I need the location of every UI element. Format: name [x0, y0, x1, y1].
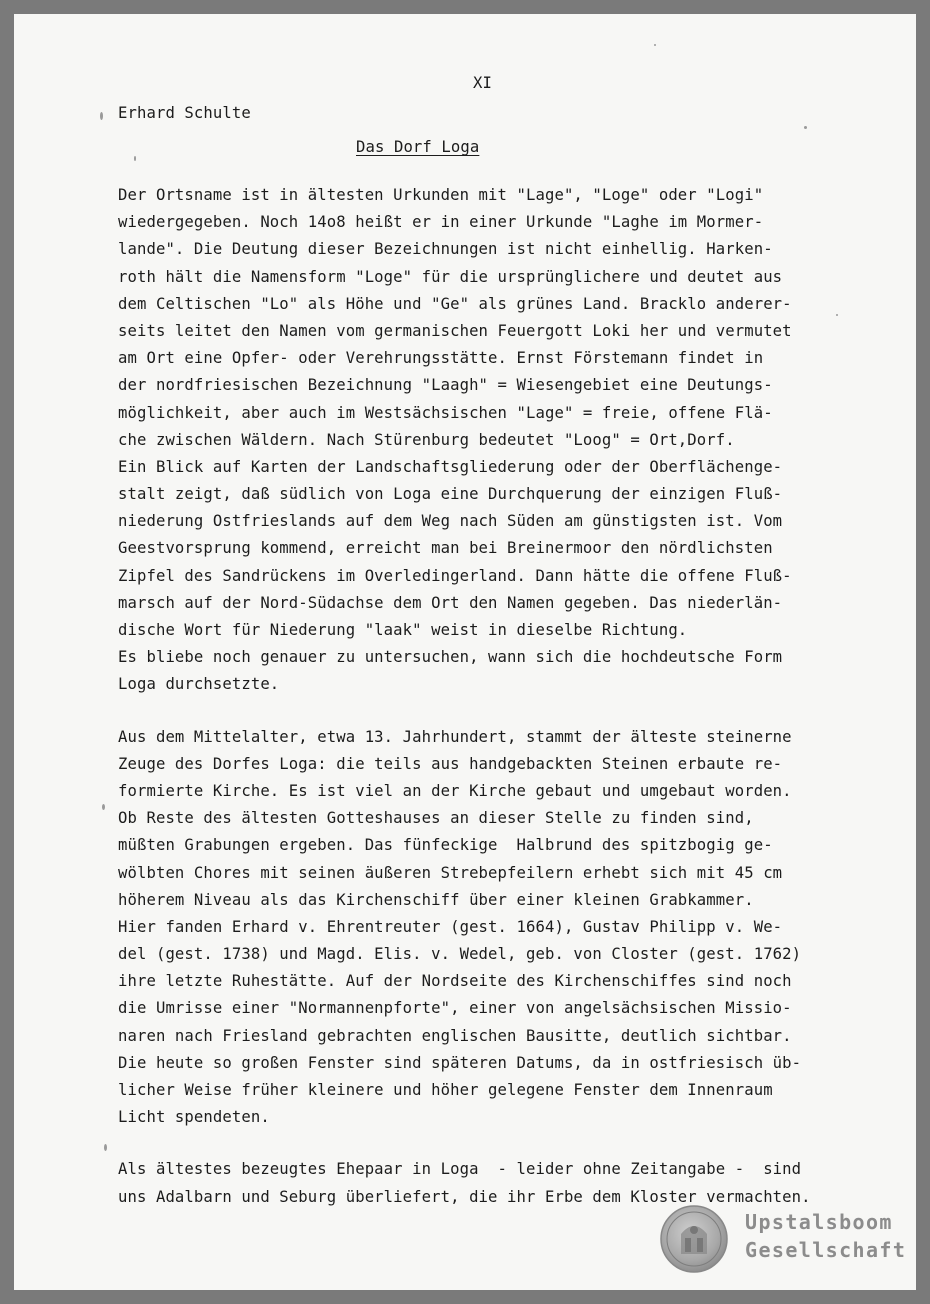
- text-line: wölbten Chores mit seinen äußeren Strebepfeilern erhebt sich mit 45 cm: [118, 863, 783, 882]
- text-line: uns Adalbarn und Seburg überliefert, die ihr Erbe dem Kloster vermachten.: [118, 1187, 811, 1206]
- text-line: del (gest. 1738) und Magd. Elis. v. Wedel, geb. von Closter (gest. 1762): [118, 945, 802, 964]
- text-line: Loga durchsetzte.: [118, 675, 280, 694]
- text-line: Der Ortsname ist in ältesten Urkunden mit "Lage", "Loge" oder "Logi": [118, 186, 764, 204]
- scan-speck: [836, 314, 838, 316]
- paragraph-gap: [118, 699, 811, 724]
- text-line: stalt zeigt, daß südlich von Loga eine Durchquerung der einzigen Fluß-: [118, 485, 783, 504]
- document-title: Das Dorf Loga: [356, 138, 480, 156]
- body-text: [118, 182, 811, 1211]
- document-page: [14, 14, 916, 1290]
- page-number: XI: [473, 74, 492, 92]
- text-line: Die heute so großen Fenster sind späteren Datums, da in ostfriesisch üb-: [118, 1053, 802, 1072]
- text-line: marsch auf der Nord-Südachse dem Ort den Namen gegeben. Das niederlän-: [118, 593, 783, 612]
- text-line: licher Weise früher kleinere und höher gelegene Fenster dem Innenraum: [118, 1081, 773, 1099]
- text-line: Ein Blick auf Karten der Landschaftsgliederung oder der Oberflächenge-: [118, 457, 783, 476]
- text-line: niederung Ostfrieslands auf dem Weg nach Süden am günstigsten ist. Vom: [118, 512, 783, 531]
- text-line: dem Celtischen "Lo" als Höhe und "Ge" als grünes Land. Bracklo anderer-: [118, 294, 792, 313]
- paragraph-3: [118, 1156, 811, 1210]
- text-line: ihre letzte Ruhestätte. Auf der Nordseite des Kirchenschiffes sind noch: [118, 972, 792, 991]
- text-line: die Umrisse einer "Normannenpforte", einer von angelsächsischen Missio-: [118, 999, 792, 1018]
- author-name: Erhard Schulte: [118, 104, 251, 122]
- text-line: lande". Die Deutung dieser Bezeichnungen ist nicht einhellig. Harken-: [118, 240, 773, 259]
- text-line: dische Wort für Niederung "laak" weist in dieselbe Richtung.: [118, 621, 688, 639]
- text-line: naren nach Friesland gebrachten englischen Bausitte, deutlich sichtbar.: [118, 1026, 792, 1045]
- text-line: roth hält die Namensform "Loge" für die ursprünglichere und deutet aus: [118, 267, 783, 286]
- text-line: Licht spendeten.: [118, 1108, 270, 1127]
- text-line: müßten Grabungen ergeben. Das fünfeckige Halbrund des spitzbogig ge-: [118, 836, 773, 855]
- text-line: formierte Kirche. Es ist viel an der Kirche gebaut und umgebaut worden.: [118, 781, 792, 800]
- text-line: Es bliebe noch genauer zu untersuchen, wann sich die hochdeutsche Form: [118, 648, 783, 667]
- seal-icon: [659, 1204, 729, 1274]
- text-line: Zipfel des Sandrückens im Overledingerland. Dann hätte die offene Fluß-: [118, 566, 792, 585]
- text-line: der nordfriesischen Bezeichnung "Laagh" = Wiesengebiet eine Deutungs-: [118, 376, 773, 395]
- text-line: am Ort eine Opfer- oder Verehrungsstätte. Ernst Förstemann findet in: [118, 349, 764, 368]
- scan-speck: [100, 112, 103, 120]
- text-line: che zwischen Wäldern. Nach Stürenburg bedeutet "Loog" = Ort,Dorf.: [118, 430, 735, 449]
- paragraph-2: [118, 724, 811, 1132]
- paragraph-1: [118, 182, 811, 699]
- scan-speck: [102, 804, 105, 810]
- logo-text-line2: Gesellschaft: [745, 1238, 907, 1262]
- text-line: Zeuge des Dorfes Loga: die teils aus handgebackten Steinen erbaute re-: [118, 754, 783, 773]
- scan-speck: [654, 44, 656, 46]
- text-line: Geestvorsprung kommend, erreicht man bei Breinermoor den nördlichsten: [118, 539, 773, 558]
- paragraph-gap: [118, 1131, 811, 1156]
- text-line: wiedergegeben. Noch 14o8 heißt er in einer Urkunde "Laghe im Mormer-: [118, 213, 764, 232]
- text-line: seits leitet den Namen vom germanischen Feuergott Loki her und vermutet: [118, 321, 792, 340]
- text-line: Aus dem Mittelalter, etwa 13. Jahrhundert, stammt der älteste steinerne: [118, 727, 792, 746]
- text-line: Als ältestes bezeugtes Ehepaar in Loga - leider ohne Zeitangabe - sind: [118, 1160, 802, 1179]
- scan-speck: [104, 1144, 107, 1151]
- text-line: Hier fanden Erhard v. Ehrentreuter (gest. 1664), Gustav Philipp v. We-: [118, 917, 783, 936]
- text-line: höherem Niveau als das Kirchenschiff über einer kleinen Grabkammer.: [118, 890, 754, 909]
- scan-speck: [134, 156, 136, 161]
- text-line: Ob Reste des ältesten Gotteshauses an dieser Stelle zu finden sind,: [118, 809, 754, 828]
- scan-speck: [804, 126, 807, 129]
- text-line: möglichkeit, aber auch im Westsächsischen "Lage" = freie, offene Flä-: [118, 403, 773, 422]
- publisher-logo: [659, 1204, 909, 1274]
- logo-text-line1: Upstalsboom: [745, 1210, 893, 1234]
